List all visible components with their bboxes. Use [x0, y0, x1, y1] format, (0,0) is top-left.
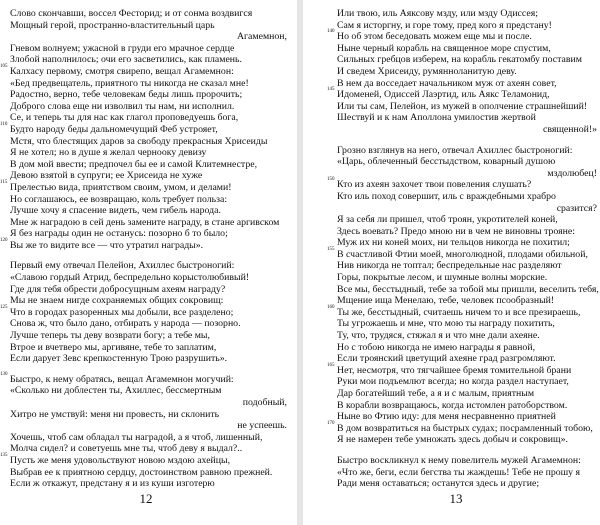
verse-text: Хочешь, чтоб сам обладал ты наградой, а я чтоб, лишенный, [10, 431, 263, 443]
verse-text: Грозно взглянув на него, отвечал Ахиллес быстроногий: [337, 144, 573, 156]
verse-text: Втрое и вчетверо мы, аргивяне, тебе то заплатим, [10, 341, 217, 353]
verse-text: Вы же то видите все — что утратил награды». [10, 239, 204, 251]
stanza-gap [0, 365, 287, 374]
verse-text: Но об этом беседовать можем еще мы и после. [337, 31, 532, 43]
verse-text: Снова ж, что было дано, отбирать у народа — позорно. [10, 318, 241, 330]
verse-text: Если ж откажут, предстану я и из куши изготерю [10, 478, 215, 490]
verse-text: Первый ему отвечал Пелейон, Ахиллес быстроногий: [10, 260, 235, 272]
verse-text: Слово скончавши, воссел Фесторид; и от сонма воздвигся [10, 8, 253, 19]
verse-text: Ту, что, трудяся, стяжал я и что мне дали ахеяне. [337, 330, 540, 342]
verse-text: священной!» [542, 123, 597, 135]
verse-text: Кто из ахеян захочет твои повеления слушать? [337, 179, 532, 191]
line-number: 135 [0, 452, 8, 458]
line-number: 140 [327, 29, 335, 35]
verse-text: В нем да восседает начальником муж от ахеян совет, [337, 77, 557, 89]
verse-text: Лучше теперь ты деву возврати богу; а тебе мы, [10, 330, 210, 342]
verse-text: Выбрав ее к приятною сердцу, достоинством равною прежней. [10, 466, 273, 478]
verse-text: Будто народу беды дальномечущий Феб устрояет, [10, 123, 218, 135]
verse-text: Злобой наполнилось; очи его засветились, как пламень. [10, 54, 242, 66]
verse-line [327, 467, 597, 479]
line-number: 110 [0, 121, 8, 127]
verse-text: Шествуй и к нам Аполлона умилостив жертвой [337, 112, 536, 124]
verse-text: Но с тобою никогда не имею награды я равной, [337, 341, 536, 353]
stanza-gap [327, 136, 597, 145]
verse-line [327, 304, 597, 319]
verse-text: Быстро воскликнул к нему повелитель мужей Агамемнон: [337, 454, 581, 466]
right-page-number: 13 [449, 491, 463, 506]
line-number: 170 [327, 420, 335, 426]
verse-line [0, 179, 287, 194]
verse-text: Руки мои подъемлют всегда; но когда раздел наступает, [337, 376, 569, 388]
line-number: 125 [0, 304, 8, 310]
verse-text: Калхасу первому, смотря свирепо, вещал Агамемнон: [10, 65, 234, 77]
verse-text: Радостно, верно, тебе человекам беды лишь пророчить; [10, 89, 243, 101]
verse-text: Что в городах разоренных мы добыли, все разделено; [10, 306, 234, 318]
verse-line [0, 101, 287, 113]
left-page [0, 0, 297, 525]
verse-line [327, 295, 597, 307]
verse-line [0, 330, 287, 342]
verse-text: Девою взятой в супруги; ее Хрисеида не хуже [10, 170, 203, 182]
verse-text: Быстро, к нему обратясь, вещал Агамемнон могучий: [10, 373, 234, 385]
line-number: 150 [327, 177, 335, 183]
verse-line [327, 246, 597, 261]
verse-text: не успеешь. [237, 420, 287, 432]
verse-line [327, 330, 597, 342]
verse-text: Доброго слова еще ни изволвил ты нам, ни исполнил. [10, 100, 235, 112]
verse-line [327, 362, 597, 377]
stanza-gap [0, 251, 287, 260]
verse-text: Кто иль поход совершит, иль с враждебными храбро [337, 190, 556, 202]
verse-line [327, 101, 597, 113]
verse-line [327, 20, 597, 32]
verse-line [0, 8, 287, 20]
verse-line [327, 43, 597, 55]
verse-line [0, 467, 287, 479]
verse-line [0, 260, 287, 272]
verse-line [0, 432, 287, 444]
verse-text: В счастливой Фтии моей, многолюдной, плодами обильной, [337, 248, 588, 260]
verse-line [0, 342, 287, 354]
verse-line [0, 228, 287, 240]
verse-text: Мстя, что блестящих даров за свободу прекрасныя Хрисеиды [10, 135, 268, 147]
verse-text: Ради меня оставаться; останутся здесь и другие; [337, 478, 540, 490]
verse-line [0, 272, 287, 284]
verse-text: «Славою гордый Атрид, беспредельно корыстолюбивый! [10, 272, 250, 284]
verse-line [327, 342, 597, 354]
verse-line [327, 388, 597, 400]
verse-text: Здесь воевать? Предо мною ни в чем не виновны трояне: [337, 225, 575, 237]
verse-text: Мне ж наградою в сей день замените награду, в стане аргивском [10, 216, 280, 228]
verse-text: В корабли возвращаюсь, когда истомлен ратоборством. [337, 399, 568, 411]
verse-text: Муж их ни коней моих, ни тельцов никогда не похитил; [337, 237, 570, 249]
verse-text: Прелестью вида, приятством своим, умом, и делами! [10, 181, 232, 193]
verse-line [0, 54, 287, 66]
verse-line [327, 78, 597, 90]
verse-text: Я не намерен тебе умножать здесь добыч и сокровищ». [337, 434, 568, 446]
verse-line [0, 31, 287, 43]
line-number: 165 [327, 362, 335, 368]
verse-text: Хитро не умствуй: меня ни провесть, ни склонить [10, 408, 220, 420]
verse-text: В дом возвратиться на быстрых судах; посрамленный тобою, [337, 422, 593, 434]
verse-line [0, 304, 287, 319]
verse-text: Ты угрожаешь и мне, что мою ты награду похитить, [337, 318, 555, 330]
verse-line [327, 226, 597, 238]
verse-text: Молча сидел? и советуешь мне ты, чтоб деву я выдал?.. [10, 443, 243, 455]
stanza-gap [327, 446, 597, 455]
verse-line [327, 124, 597, 136]
verse-text: Или твою, иль Аяксову мзду, или мзду Одиссея; [337, 8, 538, 19]
verse-line [0, 237, 287, 252]
verse-text: Если дарует Зевс крепкостенную Трою разрушить». [10, 353, 228, 365]
line-number: 130 [0, 371, 8, 377]
verse-line [327, 434, 597, 446]
verse-text: Пусть же меня удовольствуют новою мздою ахейцы, [10, 454, 231, 466]
verse-line [0, 371, 287, 386]
verse-line [0, 89, 287, 101]
verse-text: «Что же, беги, если бегства ты жаждешь! Тебе не прошу я [337, 466, 581, 478]
verse-text: Я без награды один не останусь: позорно б то было; [10, 228, 228, 240]
verse-line [327, 156, 597, 168]
verse-line [0, 78, 287, 90]
verse-line [327, 260, 597, 272]
verse-line [0, 63, 287, 78]
verse-line [0, 443, 287, 455]
verse-text: «Бед предвещатель, приятного ты никогда не сказал мне! [10, 77, 249, 89]
verse-line [327, 214, 597, 226]
verse-text: Я не хотел; но в душе я желал чернооку девизу [10, 147, 207, 159]
verse-text: Се, и теперь ты для нас как глагол проповедуешь бога, [10, 112, 239, 124]
verse-line [327, 203, 597, 215]
verse-text: Я за себя ли пришел, чтоб троян, укротителей коней, [337, 214, 558, 226]
verse-text: Гневом волнуем; ужасной в груди его мрачное сердце [10, 42, 235, 54]
line-number: 160 [327, 304, 335, 310]
verse-line [0, 385, 287, 397]
verse-text: «Сколько ни доблестен ты, Ахиллес, бессмертным [10, 385, 222, 397]
verse-line [327, 89, 597, 101]
verse-text: Нив никогда не топтал; беспредельные нас разделяют [337, 260, 562, 272]
verse-line [0, 409, 287, 421]
verse-line [327, 54, 597, 66]
verse-text: Где для тебя обрести добросущным ахеям награду? [10, 283, 226, 295]
verse-line [327, 179, 597, 191]
verse-line [0, 159, 287, 171]
verse-line [327, 168, 597, 180]
verse-line [327, 478, 597, 490]
line-number: 115 [0, 179, 8, 185]
line-number: 145 [327, 87, 335, 93]
verse-line [0, 20, 287, 32]
verse-line [0, 43, 287, 55]
verse-text: сразится? [556, 202, 597, 214]
verse-text: мздолюбец! [547, 167, 597, 179]
verse-line [0, 318, 287, 330]
verse-line [0, 205, 287, 217]
verse-line [327, 318, 597, 330]
verse-text: Мы не знаем нигде сохраняемых общих сокровищ: [10, 295, 224, 307]
verse-text: Или ты сам, Пелейон, из мужей в ополчение страшнейший! [337, 100, 588, 112]
verse-line [327, 145, 597, 157]
verse-text: Лучше хочу я спасение видеть, чем гибель народа. [10, 205, 221, 217]
left-page-number: 12 [139, 491, 153, 506]
verse-text: Если троянский цветущий ахеяне град разгромляют. [337, 353, 556, 365]
verse-line [0, 147, 287, 159]
verse-line [0, 420, 287, 432]
verse-text: Мщение ища Менелаю, тебе, человек псообразный! [337, 295, 555, 307]
verse-line [327, 411, 597, 423]
verse-line [0, 112, 287, 124]
verse-text: «Царь, облеченный бесстыдством, коварный душою [337, 156, 556, 168]
verse-line [0, 295, 287, 307]
verse-text: Ныне черный корабль на священное море спустим, [337, 42, 551, 54]
verse-line [0, 284, 287, 296]
verse-line [0, 217, 287, 229]
verse-line [0, 478, 287, 490]
verse-line [327, 376, 597, 388]
verse-text: Ныне во Фтию иду: для меня несравненно приятней [337, 411, 556, 423]
verse-text: Сильных гребцов изберем, на корабль гекатомбу поставим [337, 54, 582, 66]
verse-line [327, 31, 597, 43]
verse-text: Нет, несмотря, что тягчайшее бремя томительной брани [337, 364, 572, 376]
verse-text: подобный, [242, 397, 287, 408]
right-page [303, 0, 600, 525]
verse-text: Сам я исторгну, и горе тому, пред кого я предстану! [337, 19, 552, 31]
verse-line [0, 121, 287, 136]
verse-line [0, 170, 287, 182]
verse-text: Все мы, бесстыдный, тебе за тобой мы пришли, веселить тебя, [337, 283, 599, 295]
verse-line [327, 400, 597, 412]
verse-line [327, 191, 597, 203]
verse-line [0, 353, 287, 365]
verse-text: Горы, покрытые лесом, и шумные волны морские. [337, 272, 548, 284]
verse-line [327, 353, 597, 365]
verse-text: Ты же, бесстыдный, считаешь ничем то и все презираешь, [337, 306, 581, 318]
verse-line [0, 452, 287, 467]
verse-line [327, 284, 597, 296]
verse-line [0, 397, 287, 409]
verse-line [327, 420, 597, 435]
verse-line [327, 237, 597, 249]
verse-line [327, 66, 597, 78]
verse-text: Агамемнон, [236, 31, 287, 43]
verse-text: Дар богатейший тебе, а я и с малым, приятным [337, 388, 535, 399]
verse-line [327, 272, 597, 284]
verse-text: Но соглашаюсь, ее возвращаю, коль требует польза: [10, 193, 228, 205]
verse-text: Мощный герой, пространно-властительный царь [10, 19, 215, 31]
left-page-text [0, 8, 287, 490]
verse-line [327, 8, 597, 20]
right-page-text [327, 8, 597, 490]
verse-line [327, 112, 597, 124]
line-number: 105 [0, 63, 8, 69]
line-number: 120 [0, 237, 8, 243]
verse-line [0, 136, 287, 148]
verse-text: И сведем Хрисеиду, румянноланитую деву. [337, 65, 517, 77]
verse-text: В дом мой ввести; предпочел бы ее и самой Клитемнестре, [10, 158, 258, 170]
verse-line [327, 455, 597, 467]
verse-text: Идоменей, Одиссей Лаэртид, иль Аякс Теламонид, [337, 89, 550, 101]
line-number: 155 [327, 246, 335, 252]
verse-line [0, 194, 287, 206]
